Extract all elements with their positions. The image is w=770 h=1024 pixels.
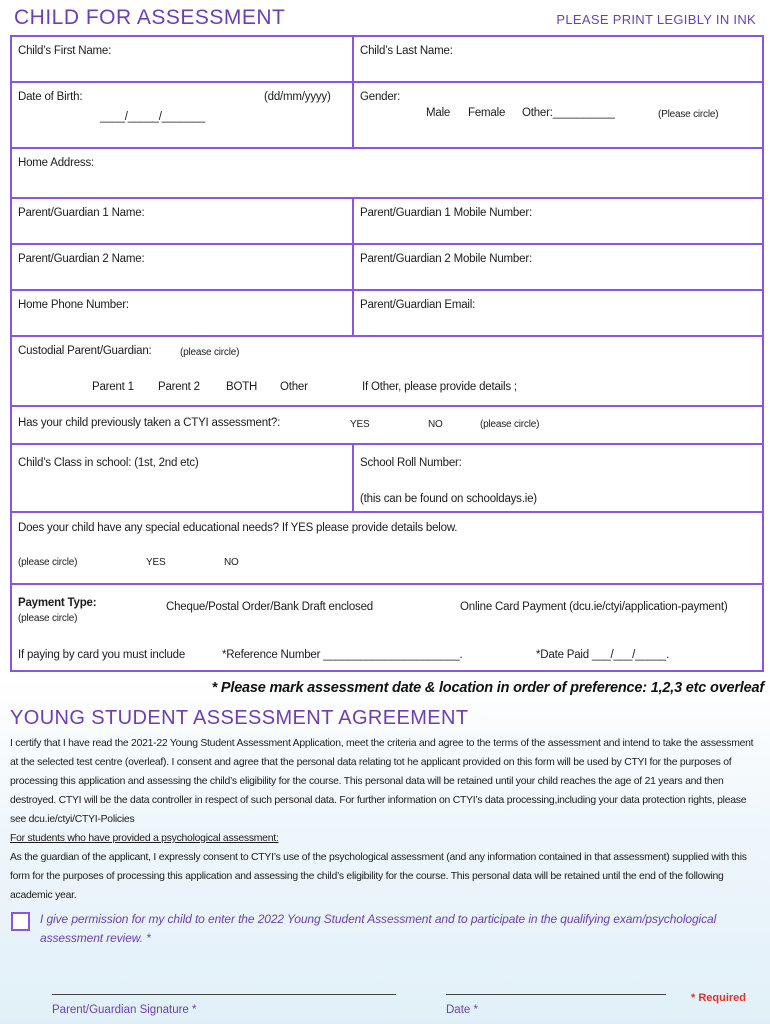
home-phone-field[interactable] [12,291,354,335]
parent2-name-field[interactable] [12,245,354,289]
payment-option-online[interactable]: Online Card Payment (dcu.ie/ctyi/application-payment) [460,601,728,613]
payment-field [12,585,762,672]
row-payment [12,585,762,672]
consent-checkbox[interactable] [11,912,30,931]
home-address-field[interactable] [12,149,762,197]
psych-assessment-heading: For students who have provided a psychological assessment: [10,833,279,844]
row-class-roll [12,445,762,513]
date-label: Date * [446,1004,478,1016]
gender-circle-hint: (Please circle) [658,109,719,120]
special-needs-question: Does your child have any special educational needs? If YES please provide details below. [18,522,458,534]
parent1-name-field[interactable] [12,199,354,243]
signature-line[interactable] [52,994,396,995]
custodial-option-parent1[interactable]: Parent 1 [92,381,134,393]
parent1-name-label: Parent/Guardian 1 Name: [18,207,145,219]
last-name-field[interactable] [354,37,764,81]
school-roll-field[interactable] [354,445,764,511]
school-roll-label: School Roll Number: [360,457,462,469]
gender-option-female[interactable]: Female [468,107,506,119]
payment-circle-hint: (please circle) [18,613,78,624]
dob-label: Date of Birth: [18,91,83,103]
previous-ctyi-field [12,407,762,443]
previous-ctyi-yes[interactable]: YES [350,419,370,430]
agreement-paragraph-1: I certify that I have read the 2021-22 Young Student Assessment Application, meet the criteria and agree to the terms of the assessment and intend to take the assessment at the selected test centre (overleaf). I consent and agree that the personal data relating tot he applicant provided on this form will be used by CTYI for the purposes of processing this application and assessing the child’s eligibility for the course. This personal data will be retained until your child reaches the age of 21 years and then destroyed. CTYI will be the data controller in respect of such personal data. For further information on CTYI’s data processing,including your data protection rights, please see dcu.ie/ctyi/CTYI-Policies [10,738,754,825]
dob-blank: ____/_____/_______ [100,111,206,123]
custodial-circle-hint: (please circle) [180,347,240,358]
home-address-label: Home Address: [18,157,95,169]
preference-note: * Please mark assessment date & location in order of preference: 1,2,3 etc overleaf [211,680,764,696]
parent2-mobile-field[interactable] [354,245,764,289]
gender-label: Gender: [360,91,401,103]
child-details-form [10,35,764,672]
gender-field [354,83,764,147]
parent-email-field[interactable] [354,291,764,335]
date-paid-field[interactable]: *Date Paid ___/___/_____. [536,649,670,661]
parent1-mobile-label: Parent/Guardian 1 Mobile Number: [360,207,532,219]
first-name-field[interactable] [12,37,354,81]
signature-label: Parent/Guardian Signature * [52,1004,197,1016]
agreement-paragraph-2: As the guardian of the applicant, I expressly consent to CTYI’s use of the psychological assessment (and any information contained in that assessment) supplied with this form for the purposes of processing this application and assessing the child’s eligibility for the course. This personal data will be retained until the end of the following academic year. [10,852,747,901]
required-note: * Required [690,992,746,1004]
print-legibly-note: PLEASE PRINT LEGIBLY IN INK [556,12,756,27]
custodial-label: Custodial Parent/Guardian: [18,345,152,357]
last-name-label: Child’s Last Name: [360,45,453,57]
card-payment-note: If paying by card you must include [18,649,186,661]
school-class-field[interactable] [12,445,354,511]
row-parent2 [12,245,762,291]
reference-number-field[interactable]: *Reference Number ______________________. [222,649,463,661]
gender-option-other[interactable]: Other:__________ [522,107,615,119]
school-class-label: Child’s Class in school: (1st, 2nd etc) [18,457,199,469]
parent2-mobile-label: Parent/Guardian 2 Mobile Number: [360,253,532,265]
date-line[interactable] [446,994,666,995]
row-custodial [12,337,762,407]
row-phone-email [12,291,762,337]
dob-field[interactable] [12,83,354,147]
custodial-other-details[interactable]: If Other, please provide details ; [362,381,517,393]
agreement-body [10,734,762,905]
previous-ctyi-circle-hint: (please circle) [480,419,540,430]
custodial-option-both[interactable]: BOTH [226,381,258,393]
dob-format: (dd/mm/yyyy) [264,91,331,103]
special-needs-field [12,513,762,583]
row-home-address [12,149,762,199]
section-title-child: CHILD FOR ASSESSMENT [14,6,286,29]
custodial-field [12,337,762,405]
home-phone-label: Home Phone Number: [18,299,129,311]
first-name-label: Child’s First Name: [18,45,112,57]
section-title-agreement: YOUNG STUDENT ASSESSMENT AGREEMENT [10,707,469,729]
school-roll-hint: (this can be found on schooldays.ie) [360,493,537,505]
previous-ctyi-question: Has your child previously taken a CTYI assessment?: [18,417,281,429]
special-needs-yes[interactable]: YES [146,557,166,568]
custodial-option-parent2[interactable]: Parent 2 [158,381,200,393]
special-needs-no[interactable]: NO [224,557,239,568]
parent1-mobile-field[interactable] [354,199,764,243]
parent2-name-label: Parent/Guardian 2 Name: [18,253,145,265]
gender-option-male[interactable]: Male [426,107,451,119]
row-special-needs [12,513,762,585]
row-names [12,37,762,83]
form-header [0,0,770,40]
custodial-option-other[interactable]: Other [280,381,308,393]
payment-option-cheque[interactable]: Cheque/Postal Order/Bank Draft enclosed [166,601,373,613]
row-dob-gender [12,83,762,149]
previous-ctyi-no[interactable]: NO [428,419,443,430]
payment-type-label: Payment Type: [18,597,97,609]
row-parent1 [12,199,762,245]
row-previous-ctyi [12,407,762,445]
consent-text: I give permission for my child to enter the 2022 Young Student Assessment and to participate in the qualifying exam/psychological assessment review. * [40,912,717,945]
special-needs-circle-hint: (please circle) [18,557,78,568]
parent-email-label: Parent/Guardian Email: [360,299,476,311]
